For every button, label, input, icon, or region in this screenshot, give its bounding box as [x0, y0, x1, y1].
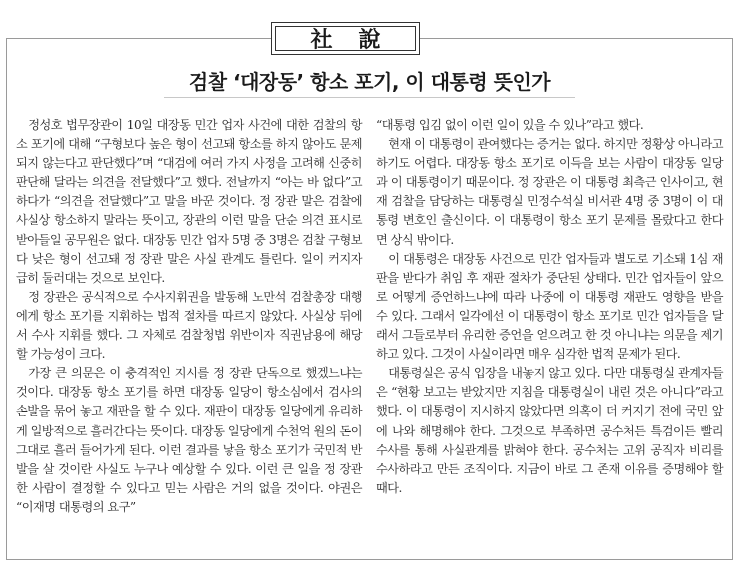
headline: 검찰 ‘대장동’ 항소 포기, 이 대통령 뜻인가 — [188, 70, 551, 94]
paragraph: 가장 큰 의문은 이 충격적인 지시를 정 장관 단독으로 했겠느냐는 것이다. 대장동 항소 포기를 하면 대장동 일당이 항소심에서 검사의 손발을 묶어 놓고 재판을 할 수 있다. 재판이 대장동 일당에게 유리하게 일방적으로 흘러간다는 뜻이다. 대장동 일당에게 수천억 원의 돈이 그대로 흘러 들어가게 된다. 이런 결과를 낳을 항소 포기가 국민적 반발을 살 것이란 사실도 누구나 예상할 수 있다. 이런 큰 일을 정 장관 한 사람이 결정할 수 있다고 믿는 사람은 거의 없을 것이다. 야권은 “이재명 대통령의 요구” — [16, 366, 363, 514]
editorial-stamp — [271, 22, 420, 55]
paragraph-continued: “대통령 입김 없이 이런 일이 있을 수 있나”라고 했다. — [376, 118, 644, 132]
paragraph: 현재 이 대통령이 관여했다는 증거는 없다. 하지만 정황상 아니라고 하기도 어렵다. 대장동 항소 포기로 이득을 보는 사람이 대장동 일당과 이 대통령이기 때문이다. 정 장관은 이 대통령 최측근 인사이고, 현재 검찰을 담당하는 대통령실 민정수석실 비서관 4명 중 3명이 이 대통령 변호인 출신이다. 이 대통령이 항소 포기 문제를 몰랐다고 한다면 상식 밖이다. — [376, 137, 723, 247]
paragraph: 이 대통령은 대장동 사건으로 민간 업자들과 별도로 기소돼 1심 재판을 받다가 취임 후 재판 절차가 중단된 상태다. 민간 업자들이 앞으로 어떻게 증언하느냐에 따라 나중에 이 대통령 재판도 영향을 받을 수 있다. 그래서 일각에선 이 대통령이 항소 포기로 민간 업자들을 달래서 그들로부터 유리한 증언을 얻으려고 한 것 아니냐는 의문을 제기하고 있다. 그것이 사실이라면 매우 심각한 법적 문제가 된다. — [376, 251, 723, 362]
paragraph: 정성호 법무장관이 10일 대장동 민간 업자 사건에 대한 검찰의 항소 포기에 대해 “구형보다 높은 형이 선고돼 항소를 하지 않아도 문제 되지 않는다고 판단했다”며 “대검에 여러 가지 사정을 고려해 신중히 판단해 달라는 의견을 전달했다”고 했다. 전날까지 “아는 바 없다”고 하다가 “의견을 전달했다”고 말을 바꾼 것이다. 정 장관 말은 검찰에 사실상 항소하지 말라는 뜻이고, 장관의 이런 말을 단순 의견 표시로 받아들일 공무원은 없다. 대장동 민간 업자 5명 중 3명은 검찰 구형보다 낮은 형이 선고돼 정 장관 말은 사실 관계도 틀린다. 일이 커지자 급히 둘러대는 것으로 보인다. — [16, 118, 362, 285]
editorial-stamp-label: 社說 — [275, 26, 416, 51]
right-column — [376, 116, 723, 498]
paragraph: 정 장관은 공식적으로 수사지휘권을 발동해 노만석 검찰총장 대행에게 항소 포기를 지휘하는 법적 절차를 따르지 않았다. 사실상 뒤에서 수사 지휘를 했다. 그 자체로 검찰청법 위반이자 직권남용에 해당할 가능성이 크다. — [16, 289, 362, 362]
paragraph: 대통령실은 공식 입장을 내놓지 않고 있다. 다만 대통령실 관계자들은 “현황 보고는 받았지만 지침을 대통령실이 내린 것은 아니다”라고 했다. 이 대통령이 지시하지 않았다면 의혹이 더 커지기 전에 국민 앞에 나와 해명해야 한다. 그것으로 부족하면 공수처든 특검이든 빨리 수사를 통해 사실관계를 밝혀야 한다. 공수처는 고위 공직자 비리를 수사하라고 만든 조직이다. 지금이 바로 그 존재 이유를 증명해야 할 때다. — [376, 366, 723, 495]
left-column — [16, 116, 362, 517]
headline-divider — [164, 97, 575, 98]
